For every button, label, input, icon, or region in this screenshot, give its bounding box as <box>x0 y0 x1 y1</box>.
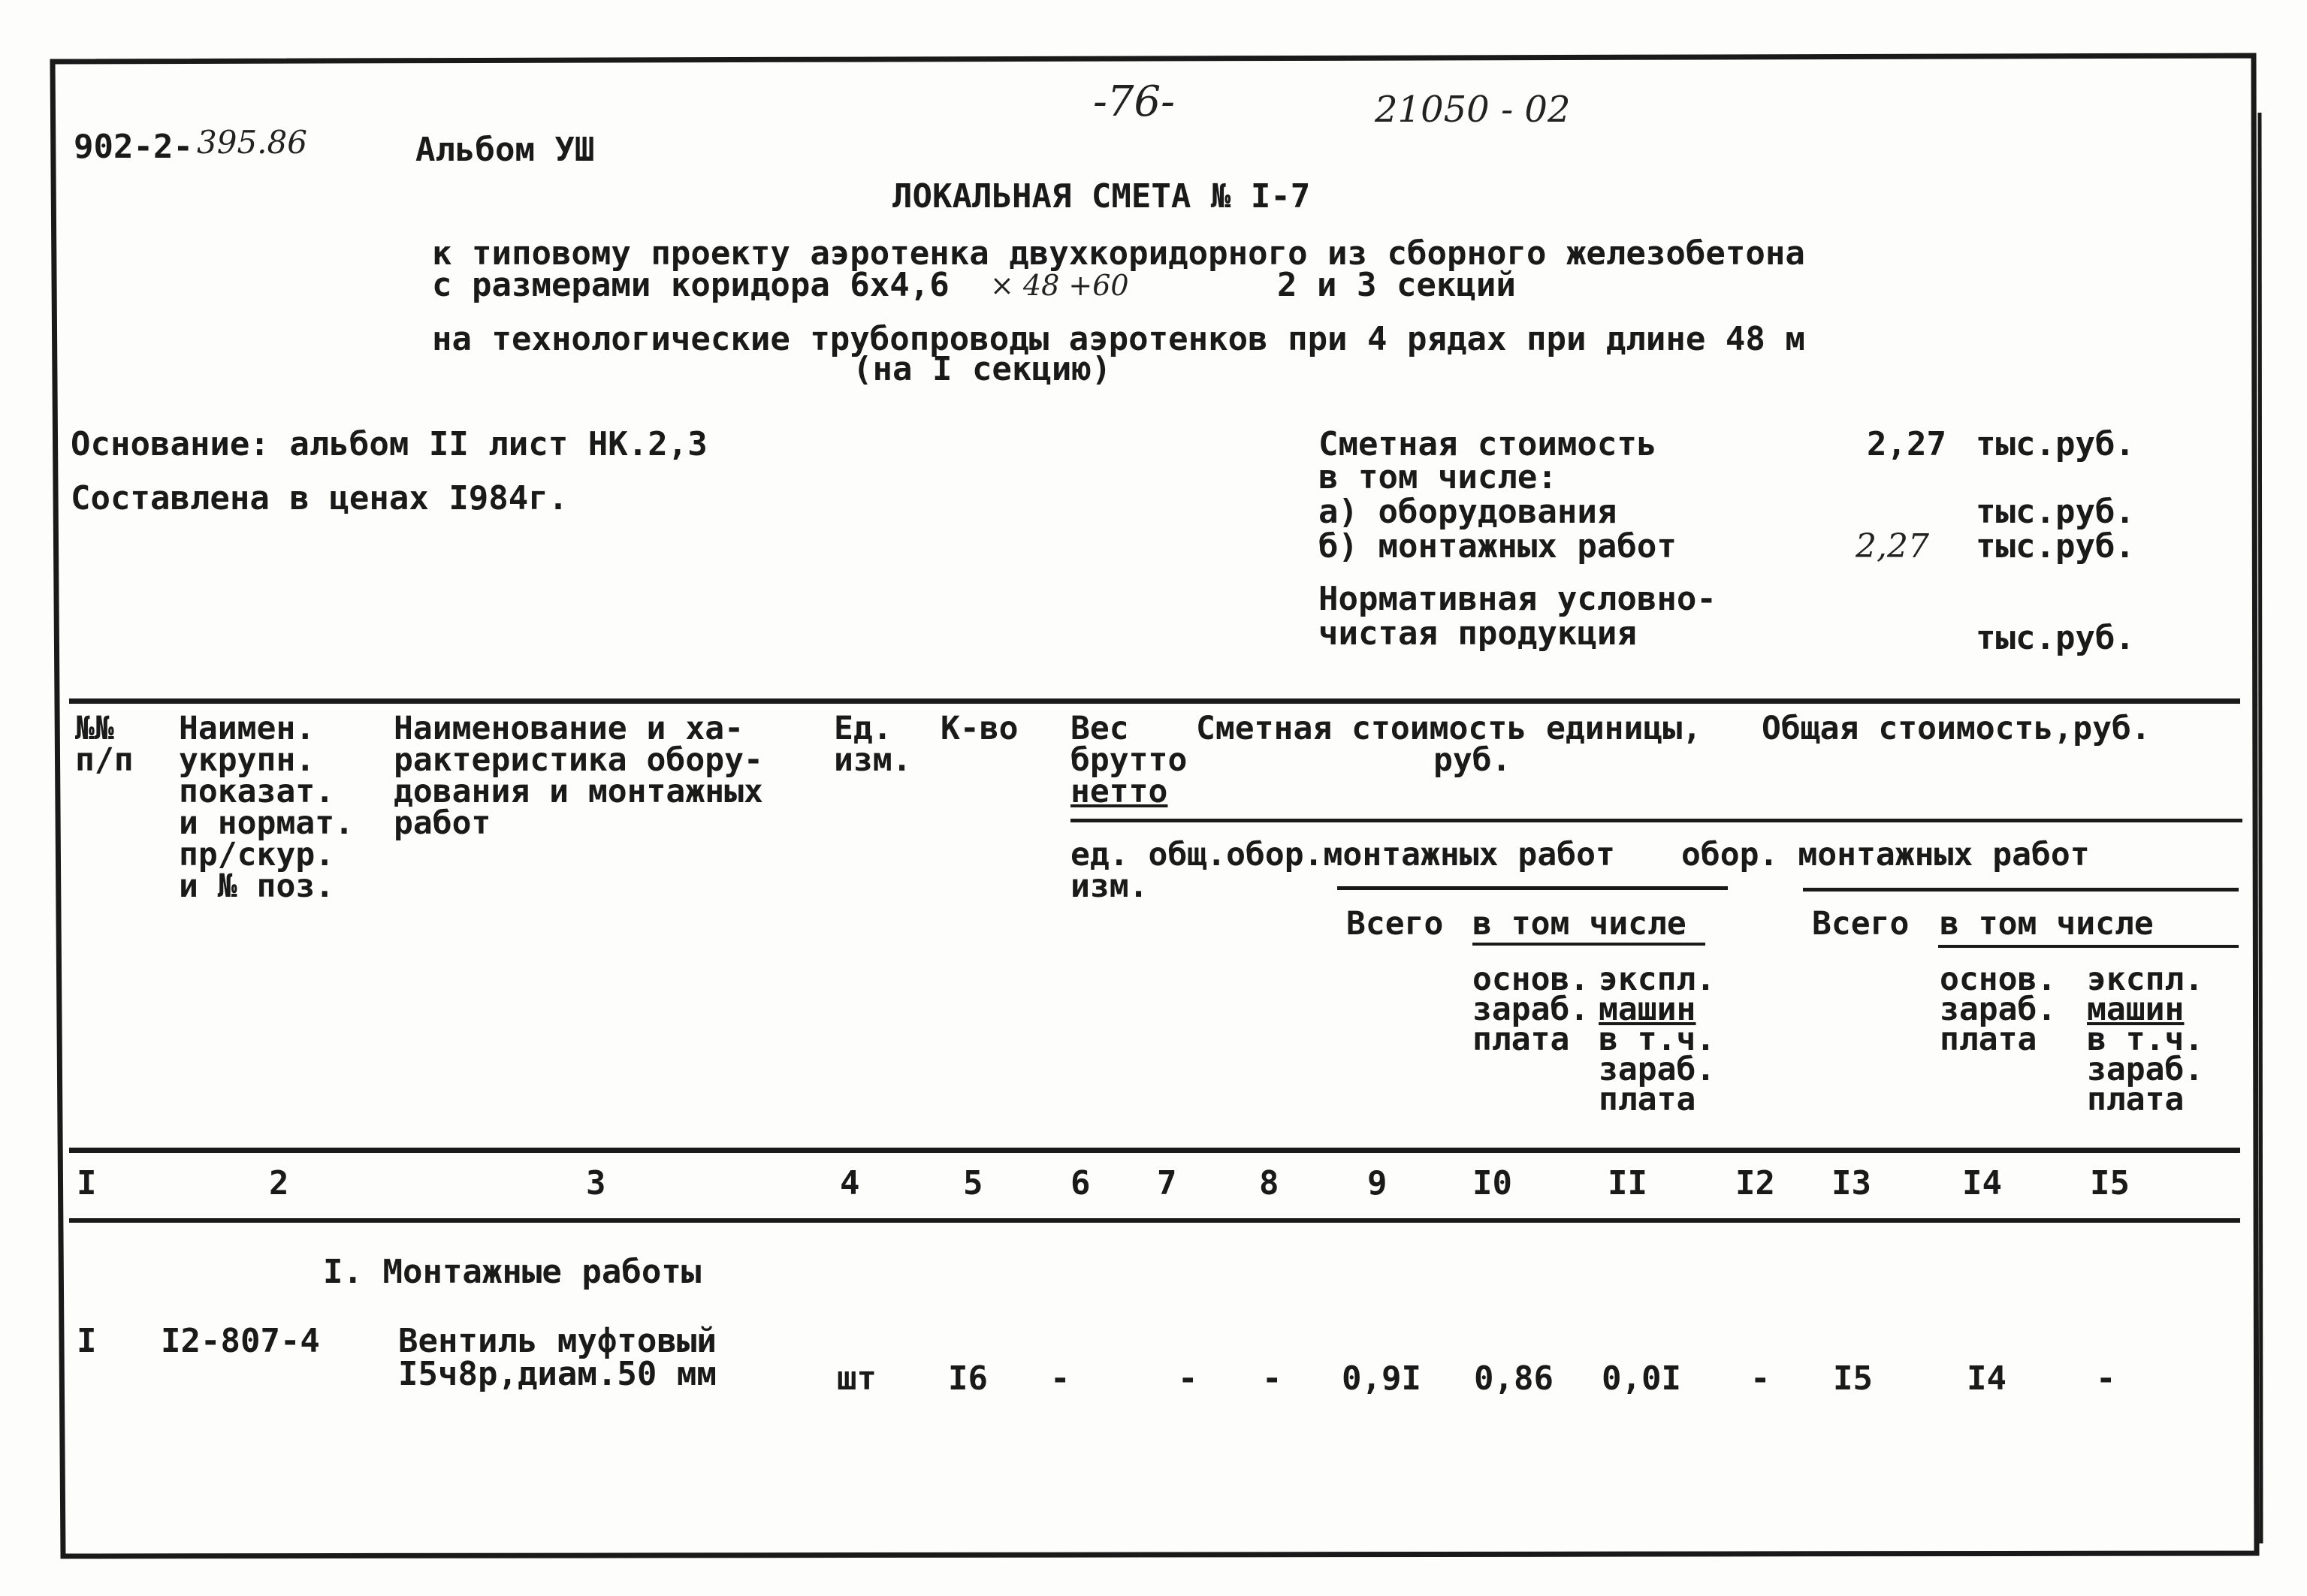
column-number: 3 <box>586 1164 606 1202</box>
column-number: I4 <box>1962 1164 2002 1202</box>
basis-text: Основание: альбом II лист НК.2,3 <box>71 425 708 463</box>
section-title: I. Монтажные работы <box>323 1253 702 1291</box>
weight-header-3: нетто <box>1070 773 1168 810</box>
column-number: 5 <box>963 1164 983 1202</box>
including-label: в том числе: <box>1318 458 1557 496</box>
row-quantity: I6 <box>948 1359 988 1398</box>
estimated-cost-unit: тыс.руб. <box>1976 425 2135 463</box>
row-unit: шт <box>837 1359 877 1398</box>
total-ekspl-3: в т.ч. <box>2087 1021 2204 1058</box>
row-name-line-1: Вентиль муфтовый <box>398 1322 717 1360</box>
document-number: 21050 - 02 <box>1375 89 1571 131</box>
row-col10: 0,86 <box>1474 1359 1554 1398</box>
row-name-line-2: I5ч8р,диам.50 мм <box>398 1355 717 1393</box>
row-col12: - <box>1750 1359 1771 1398</box>
row-col11: 0,0I <box>1602 1359 1681 1398</box>
column-number: 7 <box>1157 1164 1177 1202</box>
col2-header-3: показат. <box>179 773 335 810</box>
col4-header-1: Ед. <box>834 710 892 747</box>
row-number: I <box>77 1322 97 1360</box>
column-numbers-rule <box>69 1218 2240 1223</box>
subtitle-line-3: на технологические трубопроводы аэротенков при 4 рядах при длине 48 м <box>432 320 1805 358</box>
column-number: 4 <box>840 1164 860 1202</box>
normative-label-1: Нормативная условно- <box>1318 580 1717 618</box>
unit-cost-header-rub: руб. <box>1433 741 1511 779</box>
col5-header: К-во <box>941 710 1019 747</box>
column-number: 9 <box>1367 1164 1388 1202</box>
normative-unit: тыс.руб. <box>1976 619 2135 657</box>
total-ekspl-2: машин <box>2087 991 2185 1028</box>
column-number: I0 <box>1472 1164 1512 1202</box>
equipment-label: а) оборудования <box>1318 493 1617 531</box>
unit-vtom-rule <box>1472 943 1705 946</box>
table-top-rule <box>69 698 2240 704</box>
column-number: I3 <box>1831 1164 1871 1202</box>
col2-header-6: и № поз. <box>179 867 335 905</box>
subtitle-line-4: (на I секцию) <box>853 350 1112 388</box>
prices-text: Составлена в ценах I984г. <box>71 479 569 517</box>
subheader-unit: ед. общ.обор.монтажных работ <box>1070 836 1615 873</box>
subheader-izm: изм. <box>1070 867 1149 905</box>
header-bottom-rule <box>69 1148 2240 1153</box>
row-col7: - <box>1178 1359 1198 1398</box>
row-col13: I5 <box>1833 1359 1873 1398</box>
column-number: 2 <box>269 1164 289 1202</box>
column-number: I2 <box>1735 1164 1775 1202</box>
weight-header-1: Вес <box>1070 710 1129 747</box>
col3-header-2: рактеристика обору- <box>394 741 763 779</box>
project-code-handwritten: 395.86 <box>197 124 307 161</box>
unit-ekspl-3: в т.ч. <box>1599 1021 1716 1058</box>
subheader-total: обор. монтажных работ <box>1681 836 2090 873</box>
column-number: I5 <box>2090 1164 2130 1202</box>
subtitle-line-2-sections: 2 и 3 секций <box>1277 266 1516 304</box>
estimated-cost-value: 2,27 <box>1867 425 1946 463</box>
column-number: I <box>77 1164 97 1202</box>
row-col9: 0,9I <box>1342 1359 1421 1398</box>
total-vtom-rule <box>1938 945 2239 948</box>
unit-osnov-1: основ. <box>1472 961 1590 998</box>
col2-header-1: Наимен. <box>179 710 316 747</box>
total-vtom-label: в том числе <box>1940 905 2154 943</box>
works-label: б) монтажных работ <box>1318 527 1677 566</box>
unit-ekspl-1: экспл. <box>1599 961 1716 998</box>
normative-label-2: чистая продукция <box>1318 614 1637 653</box>
column-number: 8 <box>1259 1164 1279 1202</box>
unit-osnov-3: плата <box>1472 1021 1570 1058</box>
total-cost-subrule <box>1803 888 2239 892</box>
unit-ekspl-5: плата <box>1599 1081 1696 1118</box>
row-col8: - <box>1262 1359 1282 1398</box>
project-code-prefix: 902-2- <box>74 128 193 166</box>
col1-header-1: №№ <box>75 710 114 747</box>
estimate-title: ЛОКАЛЬНАЯ СМЕТА № I-7 <box>892 177 1311 216</box>
column-number: 6 <box>1070 1164 1091 1202</box>
cost-header-rule <box>1070 819 2242 822</box>
total-osnov-2: зараб. <box>1940 991 2057 1028</box>
row-col14: I4 <box>1967 1359 2007 1398</box>
subtitle-line-2-handwritten: × 48 +60 <box>990 269 1129 302</box>
works-unit: тыс.руб. <box>1976 527 2135 566</box>
col2-header-5: пр/скур. <box>179 836 335 873</box>
unit-vtom-label: в том числе <box>1472 905 1686 943</box>
total-vsego-label: Всего <box>1812 905 1910 943</box>
unit-ekspl-4: зараб. <box>1599 1051 1716 1088</box>
col3-header-4: работ <box>394 804 491 842</box>
total-ekspl-1: экспл. <box>2087 961 2204 998</box>
total-ekspl-4: зараб. <box>2087 1051 2204 1088</box>
col3-header-3: дования и монтажных <box>394 773 763 810</box>
total-osnov-3: плата <box>1940 1021 2037 1058</box>
equipment-unit: тыс.руб. <box>1976 493 2135 531</box>
total-ekspl-5: плата <box>2087 1081 2185 1118</box>
row-code: I2-807-4 <box>161 1322 320 1360</box>
subtitle-line-2: с размерами коридора 6х4,6 <box>432 266 950 304</box>
row-col15: - <box>2096 1359 2116 1398</box>
page-number: -76- <box>1093 77 1176 126</box>
row-col6: - <box>1050 1359 1070 1398</box>
col2-header-2: укрупн. <box>179 741 316 779</box>
weight-header-2: брутто <box>1070 741 1188 779</box>
subtitle-line-1: к типовому проекту аэротенка двухкоридорного из сборного железобетона <box>432 234 1805 273</box>
col3-header-1: Наименование и ха- <box>394 710 744 747</box>
col2-header-4: и нормат. <box>179 804 354 842</box>
total-osnov-1: основ. <box>1940 961 2057 998</box>
unit-cost-subrule <box>1337 886 1728 890</box>
total-cost-header: Общая стоимость,руб. <box>1762 710 2151 747</box>
album-label: Альбом УШ <box>415 131 595 169</box>
unit-vsego-label: Всего <box>1346 905 1444 943</box>
col1-header-2: п/п <box>75 741 134 779</box>
unit-cost-header: Сметная стоимость единицы, <box>1196 710 1702 747</box>
col4-header-2: изм. <box>834 741 912 779</box>
unit-osnov-2: зараб. <box>1472 991 1590 1028</box>
works-value: 2,27 <box>1856 527 1929 566</box>
estimated-cost-label: Сметная стоимость <box>1318 425 1657 463</box>
column-number: II <box>1608 1164 1647 1202</box>
unit-ekspl-2: машин <box>1599 991 1696 1028</box>
